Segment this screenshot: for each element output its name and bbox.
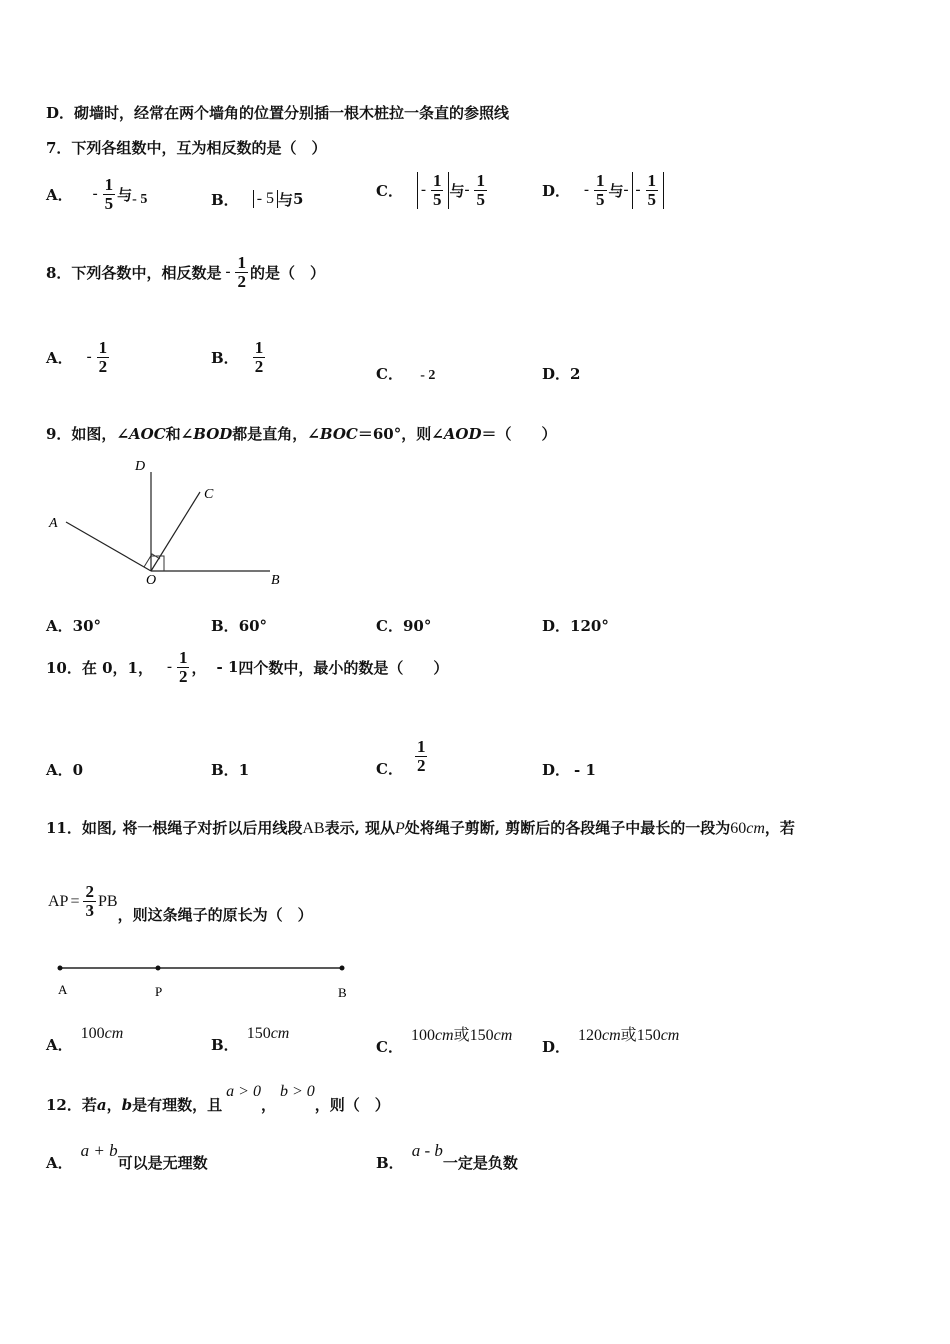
q9-option-a: A．30° — [46, 617, 102, 635]
q10-option-a: A．0 — [46, 761, 84, 779]
absolute-value: - $\frac{1}{5}$ — [417, 172, 450, 209]
fraction: $\frac{1}{2}$ — [416, 737, 426, 775]
q8-option-d: D．2 — [542, 365, 581, 383]
q6-option-d: D．砌墙时，经常在两个墙角的位置分别插一根木桩拉一条直的参照线 — [46, 104, 510, 122]
q9-option-b: B．60° — [211, 617, 268, 635]
q11-option-a: A．100cm — [46, 1025, 124, 1054]
q7-option-d: D． - $\frac{1}{5}$ 与 - - $\frac{1}{5}$ — [542, 172, 664, 209]
fraction: $\frac{1}{2}$ — [178, 648, 188, 686]
q12-stem: 12．若a，b是有理数，且a > 0，b > 0，则（ ） — [46, 1083, 390, 1114]
fraction: $\frac{1}{2}$ — [237, 253, 246, 291]
fraction: $\frac{1}{5}$ — [104, 175, 114, 213]
q7-option-b: B． - 5 与 5 — [211, 190, 304, 209]
point-p — [156, 966, 161, 971]
q12-option-a: A．a + b可以是无理数 — [46, 1141, 208, 1172]
label-b: B — [271, 573, 280, 588]
fraction: $\frac{1}{2}$ — [98, 338, 108, 376]
q12-option-b: B．a - b一定是负数 — [376, 1141, 518, 1172]
q9-option-d: D．120° — [542, 617, 609, 635]
q8-option-a: A． - $\frac{1}{2}$ — [46, 338, 108, 376]
label-d: D — [135, 459, 146, 474]
angle-figure — [40, 452, 300, 592]
label-o: O — [146, 573, 157, 588]
q7-option-a: A． - $\frac{1}{5}$ 与 - 5 — [46, 175, 148, 213]
point-a — [58, 966, 63, 971]
label-b: B — [338, 985, 347, 1000]
q7-option-c: C． - $\frac{1}{5}$ 与 - $\frac{1}{5}$ — [376, 171, 485, 209]
label-c: C — [204, 487, 214, 502]
ray-oc — [151, 492, 200, 571]
ray-oa — [66, 522, 151, 571]
point-b — [340, 966, 345, 971]
q9-option-c: C．90° — [376, 617, 432, 635]
q11-stem-2: AP = $\frac{2}{3}$ PB ，则这条绳子的原长为（ ） — [48, 882, 313, 924]
q7-stem: 7．下列各组数中，互为相反数的是（ ） — [46, 139, 327, 157]
absolute-value: - $\frac{1}{5}$ — [632, 172, 665, 209]
q8-option-b: B． $\frac{1}{2}$ — [211, 338, 264, 376]
q9-stem: 9．如图，∠AOC和∠BOD都是直角，∠BOC＝60°，则∠AOD＝（ ） — [46, 425, 557, 443]
q11-option-c: C．100cm或150cm — [376, 1027, 513, 1056]
q10-option-b: B．1 — [211, 761, 250, 779]
fraction: $\frac{1}{2}$ — [254, 338, 264, 376]
q10-option-d: D． - 1 — [542, 761, 596, 779]
label-a: A — [58, 982, 68, 997]
label-a: A — [49, 516, 58, 531]
q11-option-b: B．150cm — [211, 1025, 290, 1054]
fraction: $\frac{1}{5}$ — [596, 171, 605, 209]
q8-stem: 8．下列各数中，相反数是 - $\frac{1}{2}$ 的是（ ） — [46, 253, 325, 291]
q8-option-c: C． - 2 — [376, 365, 436, 383]
q10-stem: 10．在 0，1， - $\frac{1}{2}$ ， - 1 四个数中，最小的数是（ ） — [46, 648, 449, 686]
q11-option-d: D．120cm或150cm — [542, 1027, 680, 1056]
label-p: P — [155, 984, 163, 999]
fraction: $\frac{2}{3}$ — [85, 882, 94, 920]
segment-figure — [50, 958, 360, 1004]
q10-option-c: C． $\frac{1}{2}$ — [376, 737, 426, 778]
fraction: $\frac{1}{5}$ — [476, 171, 485, 209]
q11-stem: 11．如图, 将一根绳子对折以后用线段AB表示, 现从P处将绳子剪断, 剪断后的各段绳子中最长的一段为60cm，若 — [46, 819, 795, 837]
